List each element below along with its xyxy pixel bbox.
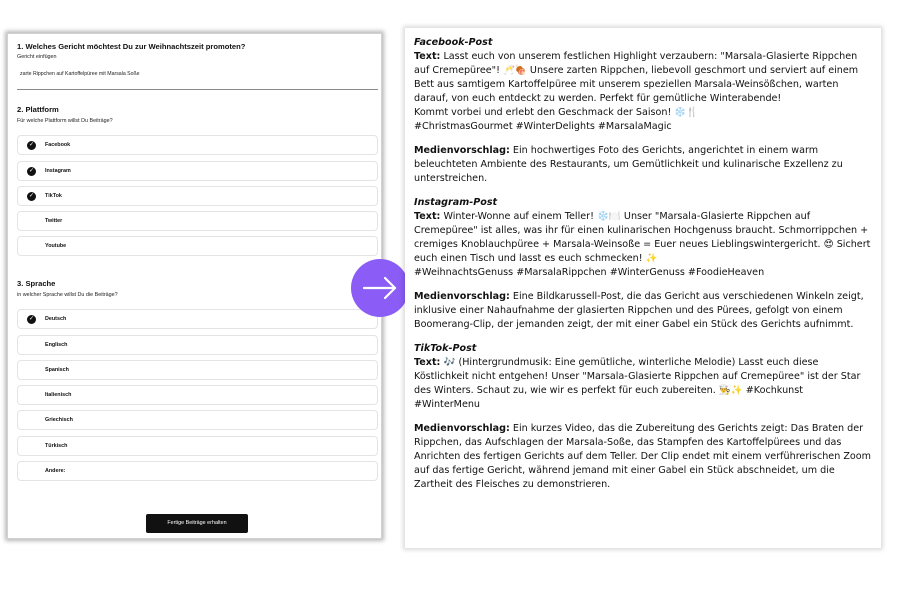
platform-option-instagram[interactable] <box>17 161 378 181</box>
language-option-griechisch[interactable] <box>17 410 378 430</box>
option-label: Italienisch <box>45 392 72 398</box>
question-platform-title: 2. Plattform <box>17 105 59 114</box>
tiktok-media-text: Ein kurzes Video, das die Zubereitung des Gerichts zeigt: Das Braten der Rippchen, das Aufschlagen der Marsala-Soße, das Stampfen des Kartoffelpürees und das Anrichten des fertigen Gerichts auf dem Teller. Der Clip endet mit einem verführerischen Zoom auf das fertige Gericht, während jemand mit einer Gabel ein Stück abschneidet, um die Zartheit des Fleisches zu demonstrieren. <box>414 423 871 490</box>
option-label: Youtube <box>45 243 67 249</box>
checkmark-icon: ✓ <box>28 316 35 322</box>
instagram-post-text: Winter-Wonne auf einem Teller! ❄️🍽️ Unser "Marsala-Glasierte Rippchen auf Cremepüree" ist alles, was ihr für einen kulinarischen Hochgenuss braucht. Schmorrippchen + cremiges Knoblauchpüree + Marsala-Weinsoße = Euer neues Lieblingswintergericht. 😍 Sichert euch einen Tisch und lasst es euch schmecken! ✨ <box>414 211 871 264</box>
checkmark-icon: ✓ <box>28 193 35 199</box>
question-language-subtitle: in welcher Sprache willst Du die Beiträge? <box>17 292 118 298</box>
language-option-tuerkisch[interactable] <box>17 436 378 456</box>
option-label: Englisch <box>45 342 68 348</box>
arrow-right-icon <box>351 259 409 317</box>
checkmark-icon: ✓ <box>28 168 35 174</box>
media-label: Medienvorschlag: <box>414 145 510 156</box>
option-label: Türkisch <box>45 443 68 449</box>
question-language-title: 3. Sprache <box>17 279 56 288</box>
facebook-post <box>414 36 872 134</box>
language-option-deutsch[interactable] <box>17 309 378 329</box>
option-label: Griechisch <box>45 417 73 423</box>
language-option-englisch[interactable] <box>17 335 378 355</box>
option-label: Instagram <box>45 168 71 174</box>
option-label: Facebook <box>45 142 71 148</box>
media-label: Medienvorschlag: <box>414 291 510 302</box>
option-label: TikTok <box>45 193 62 199</box>
tiktok-post-text: 🎶 (Hintergrundmusik: Eine gemütliche, winterliche Melodie) Lasst euch diese Köstlichkeit nicht entgehen! Unser "Marsala-Glasierte Rippchen auf Cremepüree" ist der Star des Winters. Schaut zu, wie wir es perfekt für euch zubereiten. 👨‍🍳✨ #Kochkunst #WinterMenu <box>414 357 861 410</box>
option-label: Deutsch <box>45 316 67 322</box>
instagram-post-header: Instagram-Post <box>414 197 498 208</box>
facebook-media-suggestion <box>414 144 872 186</box>
checkmark-icon: ✓ <box>28 142 35 148</box>
language-option-spanisch[interactable] <box>17 360 378 380</box>
question-platform-subtitle: Für welche Plattform willst Du Beiträge? <box>17 118 113 124</box>
option-label: Spanisch <box>45 367 69 373</box>
option-label: Andere: <box>45 468 66 474</box>
text-label: Text: <box>414 357 441 368</box>
platform-option-youtube[interactable] <box>17 236 378 256</box>
instagram-media-text: Eine Bildkarussell-Post, die das Gericht aus verschiedenen Winkeln zeigt, inklusive einer Nahaufnahme der glasierten Rippchen und des Pürees, gefolgt von einem Boomerang-Clip, der jemanden zeigt, der mit einer Gabel ein Stück des Gerichts aufnimmt. <box>414 291 864 330</box>
instagram-media-suggestion <box>414 290 872 332</box>
option-label: Twitter <box>45 218 63 224</box>
text-label: Text: <box>414 211 441 222</box>
platform-option-tiktok[interactable] <box>17 186 378 206</box>
text-label: Text: <box>414 51 441 62</box>
media-label: Medienvorschlag: <box>414 423 510 434</box>
submit-button[interactable]: Fertige Beiträge erhalten <box>146 514 248 533</box>
facebook-post-header: Facebook-Post <box>414 37 493 48</box>
tiktok-media-suggestion <box>414 422 872 492</box>
facebook-hashtags: #ChristmasGourmet #WinterDelights #MarsalaMagic <box>414 121 672 132</box>
instagram-post <box>414 196 872 280</box>
question-dish-title: 1. Welches Gericht möchtest Du zur Weihnachtszeit promoten? <box>17 42 246 51</box>
platform-option-twitter[interactable] <box>17 211 378 231</box>
tiktok-post <box>414 342 872 412</box>
platform-option-facebook[interactable] <box>17 135 378 155</box>
language-option-italienisch[interactable] <box>17 385 378 405</box>
instagram-hashtags: #WeihnachtsGenuss #MarsalaRippchen #WinterGenuss #FoodieHeaven <box>414 267 765 278</box>
dish-input-underline <box>17 89 378 90</box>
facebook-post-text-2: Kommt vorbei und erlebt den Geschmack der Saison! ❄️🍴 <box>414 107 699 118</box>
dish-input[interactable]: zarte Rippchen auf Kartoffelpüree mit Marsala Soße <box>20 71 140 77</box>
facebook-media-text: Ein hochwertiges Foto des Gerichts, angerichtet in einem warm beleuchteten Ambiente des Restaurants, um Gemütlichkeit und kulinarische Exzellenz zu unterstreichen. <box>414 145 843 184</box>
form-panel <box>7 33 382 539</box>
generated-posts-panel <box>405 28 881 548</box>
tiktok-post-header: TikTok-Post <box>414 343 477 354</box>
question-dish-subtitle: Gericht einfügen <box>17 54 57 60</box>
language-option-andere[interactable] <box>17 461 378 481</box>
facebook-post-text: Lasst euch von unserem festlichen Highlight verzaubern: "Marsala-Glasierte Rippchen auf Cremepüree"! 🥂🍖 Unsere zarten Rippchen, liebevoll geschmort und serviert auf einem Bett aus samtigem Kartoffelpüree mit unserem speziellen Marsala-Weinsößchen, warten darauf, von euch entdeckt zu werden. Perfekt für gemütliche Winterabende! <box>414 51 859 104</box>
